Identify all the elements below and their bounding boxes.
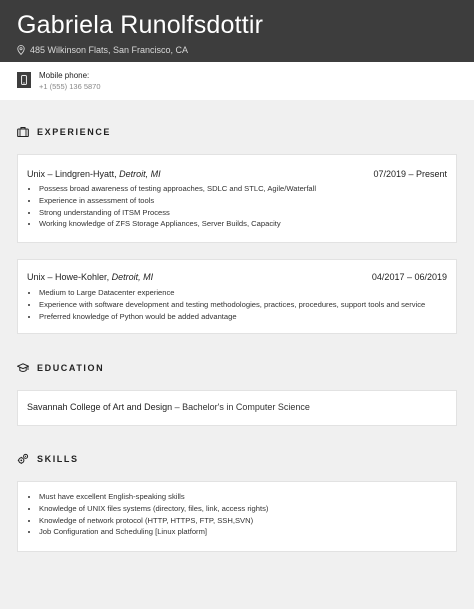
address-line <box>17 45 188 55</box>
education-title: EDUCATION <box>37 363 105 373</box>
job-title: Unix <box>27 272 46 282</box>
skills-heading <box>17 453 79 465</box>
list-item: • Preferred knowledge of Python would be added advantage <box>39 311 425 323</box>
skills-list <box>27 491 268 538</box>
job-company: Howe-Kohler <box>55 272 107 282</box>
job-header <box>27 169 447 179</box>
education-card <box>17 390 457 426</box>
degree-name: Bachelor's in Computer Science <box>182 402 310 412</box>
school-name: Savannah College of Art and Design <box>27 402 173 412</box>
mobile-phone-icon <box>17 72 31 88</box>
job-bullets <box>27 287 425 322</box>
briefcase-icon <box>17 126 29 138</box>
job-dates: 07/2019 – Present <box>373 169 447 179</box>
skills-card <box>17 481 457 552</box>
list-item: • Must have excellent English-speaking skills <box>39 491 268 503</box>
map-pin-icon <box>17 45 25 55</box>
list-item: • Medium to Large Datacenter experience <box>39 287 425 299</box>
experience-card-1 <box>17 154 457 243</box>
job-location: Detroit, MI <box>111 272 154 282</box>
education-line: Savannah College of Art and Design – Bachelor's in Computer Science <box>27 402 310 412</box>
job-title-line: Unix – Lindgren-Hyatt, Detroit, MI <box>27 169 161 179</box>
education-heading <box>17 362 104 374</box>
resume-header <box>0 0 474 62</box>
address-text: 485 Wilkinson Flats, San Francisco, CA <box>30 45 189 55</box>
list-item: • Knowledge of UNIX files systems (directory, files, link, access rights) <box>39 503 268 515</box>
gears-icon <box>17 453 29 465</box>
phone-label: Mobile phone: <box>39 71 90 80</box>
skills-title: SKILLS <box>37 454 79 464</box>
list-item: • Possess broad awareness of testing approaches, SDLC and STLC, Agile/Waterfall <box>39 183 316 195</box>
experience-heading <box>17 126 111 138</box>
list-item: • Strong understanding of ITSM Process <box>39 207 316 219</box>
experience-card-2 <box>17 259 457 334</box>
job-title-line: Unix – Howe-Kohler, Detroit, MI <box>27 272 154 282</box>
list-item: • Working knowledge of ZFS Storage Appliances, Server Builds, Capacity <box>39 218 316 230</box>
job-title: Unix <box>27 169 46 179</box>
job-header <box>27 272 447 282</box>
job-company: Lindgren-Hyatt <box>55 169 115 179</box>
list-item: • Experience with software development and testing methodologies, practices, procedures, support tools and service <box>39 299 425 311</box>
experience-title: EXPERIENCE <box>37 127 112 137</box>
contact-bar <box>0 62 474 100</box>
job-location: Detroit, MI <box>119 169 161 179</box>
phone-value: +1 (555) 136 5870 <box>39 82 101 91</box>
job-dates: 04/2017 – 06/2019 <box>371 272 447 282</box>
job-bullets <box>27 183 316 230</box>
list-item: • Job Configuration and Scheduling [Linux platform] <box>39 526 268 538</box>
list-item: • Experience in assessment of tools <box>39 195 316 207</box>
candidate-name: Gabriela Runolfsdottir <box>17 11 264 39</box>
graduation-cap-icon <box>17 362 29 374</box>
list-item: • Knowledge of network protocol (HTTP, HTTPS, FTP, SSH,SVN) <box>39 515 268 527</box>
